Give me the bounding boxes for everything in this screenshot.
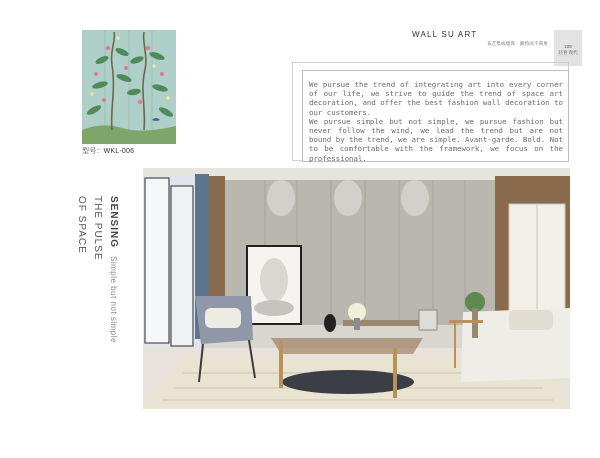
- brand-tagline: [420, 41, 548, 47]
- model-number-label: 型号：WKL-006: [82, 148, 135, 155]
- headline-the-pulse: THE PULSE: [92, 196, 103, 261]
- product-code: 109: [564, 44, 572, 49]
- wallpaper-swatch-image: [82, 30, 176, 144]
- product-tag: [554, 30, 582, 66]
- headline-of-space: OF SPACE: [76, 196, 87, 254]
- description-paragraph-1: We pursue the trend of integrating art into every corner of our life, we strive to guide the trend of space art decoration, and offer the best fashion wall decoration to our customers.: [309, 80, 563, 117]
- product-style: 轻奢 现代: [558, 50, 578, 55]
- description-text: [309, 80, 563, 163]
- brand-tagline-text: 布艺集成墙饰 · 源约而不简单: [487, 41, 548, 46]
- floral-wallpaper-illustration: [82, 30, 176, 144]
- brand-name: WALL SU ART: [412, 30, 478, 39]
- living-room-illustration: [143, 168, 570, 409]
- headline-tagline: Simple but not simple: [109, 256, 118, 343]
- living-room-photo: [143, 168, 570, 409]
- description-paragraph-2: We pursue simple but not simple, we pursue fashion but never follow the wind, we lead the trend but are not bound by the trend, we are simple. Avant-garde. Bold. Not to be comfortable with the framework, we focus on the professional.: [309, 116, 563, 163]
- headline-sensing: SENSING: [108, 196, 119, 249]
